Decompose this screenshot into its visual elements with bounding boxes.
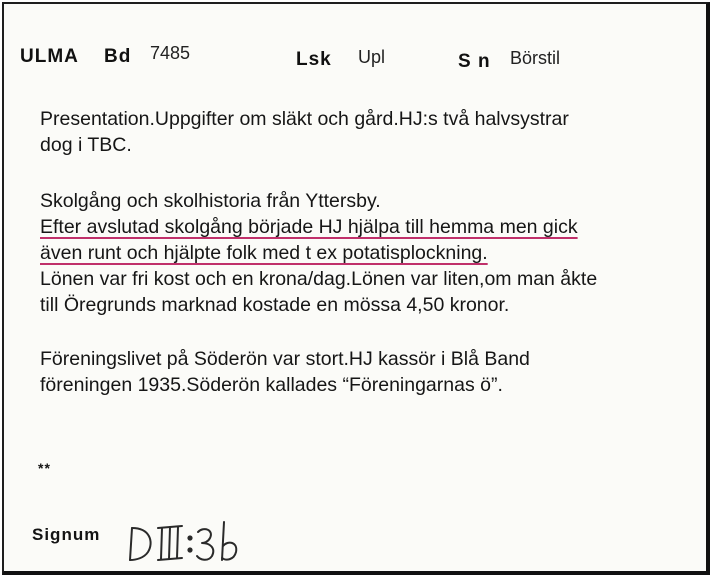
paragraph-school-line-5: till Öregrunds marknad kostade en mössa 4,50 kronor. [40,294,510,316]
underlined-text: även runt och hjälpte folk med t ex potatisplockning. [40,242,488,264]
sn-label: S n [458,51,491,72]
paragraph-school-line-4: Lönen var fri kost och en krona/dag.Lönen var liten,om man åkte [40,268,598,290]
paragraph-presentation-line-1: Presentation.Uppgifter om släkt och gård.HJ:s två halvsystrar [40,108,569,130]
bd-label: Bd [104,46,132,67]
paragraph-associations-line-1: Föreningslivet på Söderön var stort.HJ kassör i Blå Band [40,348,530,370]
bd-value: 7485 [150,43,191,63]
signum-handwritten-value [124,516,254,566]
lsk-label: Lsk [296,49,332,70]
signum-label: Signum [32,525,101,544]
ulma-label: ULMA [20,46,79,67]
card-header [4,44,706,78]
index-card [2,2,710,575]
paragraph-associations-line-2: föreningen 1935.Söderön kallades “Föreningarnas ö”. [40,374,503,396]
paragraph-school-line-3 [40,240,488,266]
lsk-value: Upl [358,47,386,67]
paragraph-presentation-line-2: dog i TBC. [40,134,132,156]
paragraph-school-line-2 [40,214,578,240]
underlined-text: Efter avslutad skolgång började HJ hjälpa till hemma men gick [40,216,578,238]
sn-value: Börstil [510,48,561,68]
stars-marker: ** [38,460,51,476]
paragraph-school-line-1: Skolgång och skolhistoria från Yttersby. [40,190,381,212]
